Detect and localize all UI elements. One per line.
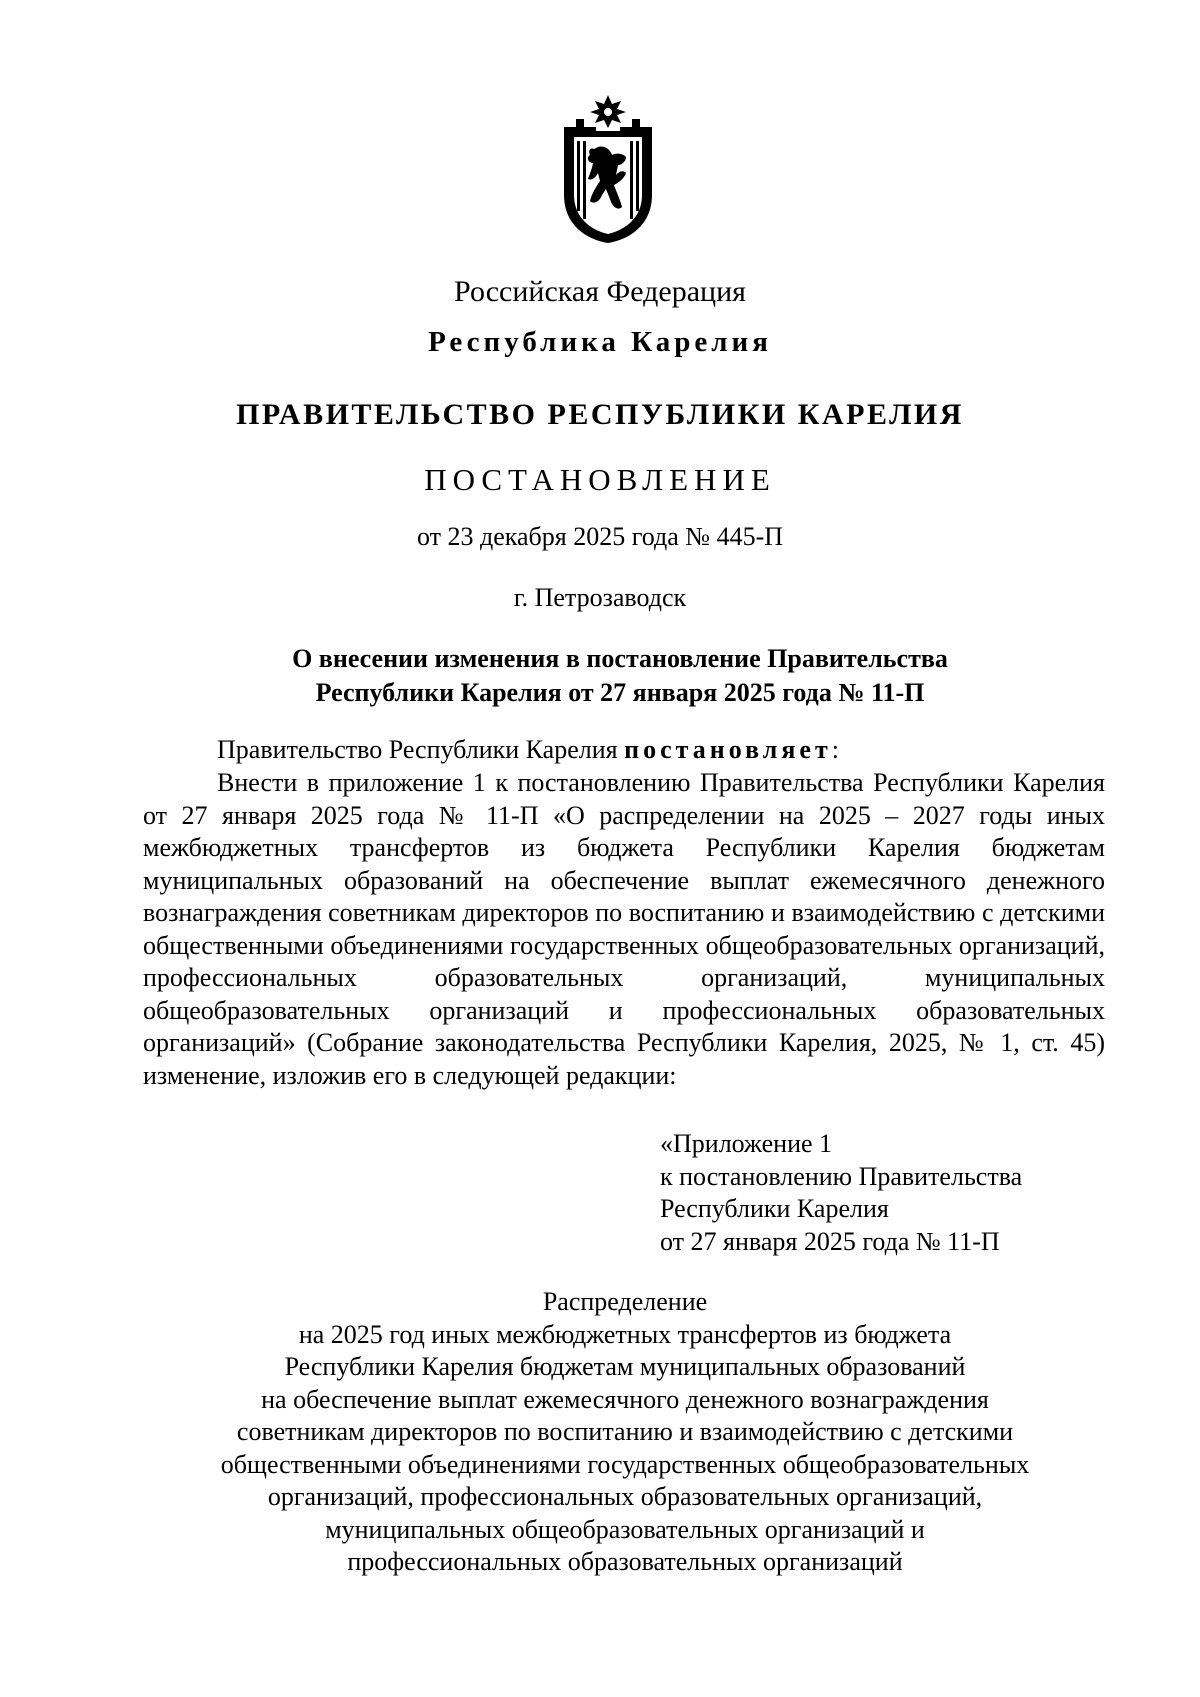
distribution-line: общественными объединениями государственных общеобразовательных [220,1449,1030,1479]
republic-name: Республика Карелия [428,326,772,358]
distribution-line: муниципальных общеобразовательных организаций и [325,1514,925,1544]
resolution-suffix: : [831,735,839,764]
government-title: ПРАВИТЕЛЬСТВО РЕСПУБЛИКИ КАРЕЛИЯ [236,398,964,431]
distribution-title [0,1286,1200,1579]
annex-line: к постановлению Правительства [660,1161,1023,1191]
annex-line: от 27 января 2025 года № 11-П [660,1226,1000,1256]
distribution-line: на обеспечение выплат ежемесячного денежного вознаграждения [261,1384,989,1414]
subject-line: Республики Карелия от 27 января 2025 года № 11-П [315,678,925,707]
document-type: ПОСТАНОВЛЕНИЕ [424,462,776,497]
document-date-number: от 23 декабря 2025 года № 445-П [416,522,784,551]
distribution-line: советникам директоров по воспитанию и взаимодействию с детскими [236,1417,1014,1446]
distribution-line: профессиональных образовательных организаций [347,1547,903,1576]
body-paragraph: Внести в приложение 1 к постановлению Правительства Республики Карелия от 27 января 2025 года № 11-П «О распределении на 2025 – 2027 годы иных межбюджетных трансфертов из бюджета Республики Карелия бюджетам муниципальных образований на обеспечение выплат ежемесячного денежного вознаграждения советникам директоров по воспитанию и взаимодействию с детскими общественными объединениями государственных общеобразовательных организаций, профессиональных образовательных организаций, муниципальных общеобразовательных организаций и профессиональных образовательных организаций» (Собрание законодательства Республики Карелия, 2025, № 1, ст. 45) изменение, изложив его в следующей редакции: [143,768,1105,1090]
document-subject [180,642,1060,710]
distribution-line: на 2025 год иных межбюджетных трансфертов из бюджета [298,1319,952,1349]
resolution-keyword: постановляет [624,735,832,764]
document-city: г. Петрозаводск [513,583,687,612]
annex-heading [660,1128,1022,1258]
country-name: Российская Федерация [454,275,746,308]
resolution-prefix: Правительство Республики Карелия [217,735,625,764]
distribution-line: Республики Карелия бюджетам муниципальных образований [284,1352,966,1381]
distribution-line: Распределение [542,1287,708,1316]
subject-line: О внесении изменения в постановление Правительства [292,644,948,673]
resolution-intro [217,735,839,765]
star-icon [590,95,626,128]
annex-line: «Приложение 1 [660,1129,833,1158]
annex-line: Республики Карелия [660,1194,889,1223]
karelia-coat-of-arms-icon [560,95,656,245]
distribution-line: организаций, профессиональных образовательных организаций, [267,1482,983,1511]
